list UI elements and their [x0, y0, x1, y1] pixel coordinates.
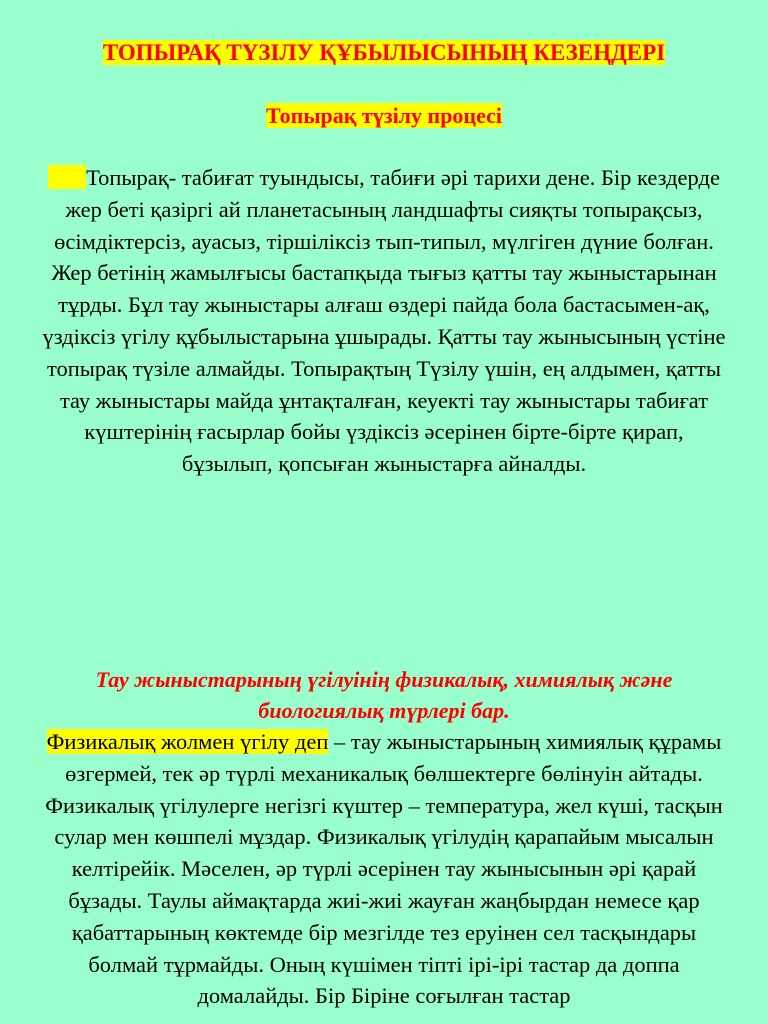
- section-heading: Тау жыныстарының үгілуінің физикалық, химиялық және биологиялық түрлері бар.: [95, 667, 673, 723]
- document-title: [0, 38, 768, 68]
- paragraph-2: [40, 726, 728, 1012]
- document-subtitle: [0, 101, 768, 131]
- paragraph-2-text: – тау жыныстарының химиялық құрамы өзгермей, тек әр түрлі механикалық бөлшектерге бөлінуін айтады. Физикалық үгілулерге негізгі күштер – температура, жел күші, тасқын сулар мен көшпелі мұздар. Физикалық үгілудің қарапайым мысалын келтірейік. Мәселен, әр түрлі әсерінен тау жынысынын әрі қарай бұзады. Таулы аймақтарда жиі-жиі жауған жаңбырдан немесе қар қабаттарының көктемде бір мезгілде тез еруінен сел тасқындары болмай тұрмайды. Оның күшімен тіпті ірі-ірі тастар да доппа домалайды. Бір Біріне соғылған тастар: [45, 729, 723, 1009]
- paragraph-2-highlight: Физикалық жолмен үгілу деп: [46, 729, 329, 754]
- document-subtitle-text: Топырақ түзілу процесі: [265, 103, 503, 128]
- document-title-text: ТОПЫРАҚ ТҮЗІЛУ ҚҰБЫЛЫСЫНЫҢ КЕЗЕҢДЕРІ: [102, 40, 666, 65]
- highlight-indent-mark: [48, 165, 86, 189]
- paragraph-1-text: Топырақ- табиғат туындысы, табиғи әрі тарихи дене. Бір кездерде жер беті қазіргі ай планетасының ландшафты сияқты топырақсыз, өсімдіктерсіз, ауасыз, тіршіліксіз тып-типыл, мүлгіген дүние болған. Жер бетінің жамылғысы бастапқыда тығыз қатты тау жыныстарынан тұрды. Бұл тау жыныстары алғаш өздері пайда бола бастасымен-ақ, үздіксіз үгілу құбылыстарына ұшырады. Қатты тау жынысының үстіне топырақ түзіле алмайды. Топырақтың Түзілу үшін, ең алдымен, қатты тау жыныстары майда ұнтақталған, кеуекті тау жыныстары табиғат күштерінің ғасырлар бойы үздіксіз әсерінен бірте-бірте қирап, бұзылып, қопсыған жыныстарға айналды.: [42, 165, 726, 477]
- paragraph-1: [40, 162, 728, 480]
